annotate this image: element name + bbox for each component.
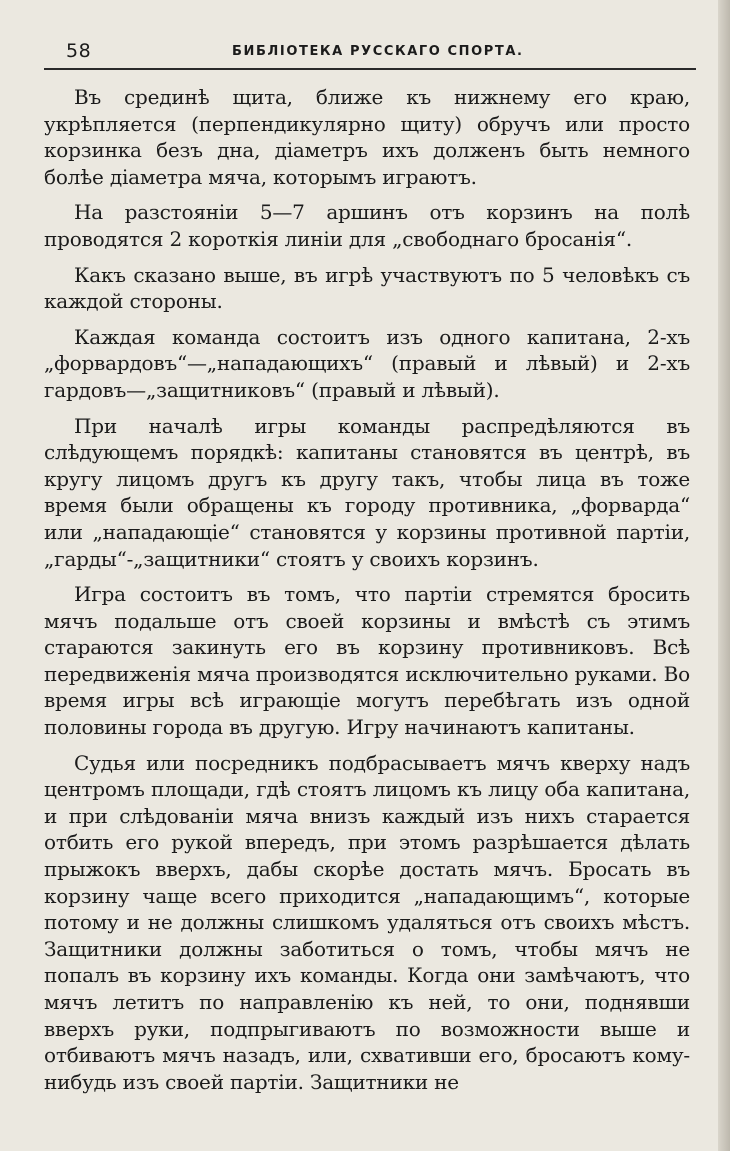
paragraph-6: Игра состоитъ въ томъ, что партiи стремятся бросить мячъ подальше отъ своей корзины и вмѣстѣ съ этимъ стараются закинуть его въ корзину противниковъ. Всѣ передвиженiя мяча производятся исключительно руками. Во время игры всѣ играющiе могутъ перебѣгать изъ одной половины города въ другую. Игру начинаютъ капитаны. (44, 582, 690, 740)
header-rule (44, 68, 696, 70)
page-number: 58 (66, 40, 92, 62)
paragraph-4: Каждая команда состоитъ изъ одного капитана, 2-хъ „форвардовъ“—„нападающихъ“ (правый и лѣвый) и 2-хъ гардовъ—„защитниковъ“ (правый и лѣвый). (44, 324, 690, 402)
page-edge-shadow (718, 0, 730, 1151)
body-text (44, 84, 690, 1104)
paragraph-5: При началѣ игры команды распредѣляются въ слѣдующемъ порядкѣ: капитаны становятся въ центрѣ, въ кругу лицомъ другъ къ другу такъ, чтобы лица въ тоже время были обращены къ городу противника, „форварда“ или „нападающiе“ становятся у корзины противной партiи, „гарды“-„защитники“ стоятъ у своихъ корзинъ. (44, 413, 690, 571)
paragraph-1: Въ срединѣ щита, ближе къ нижнему его краю, укрѣпляется (перпендикулярно щиту) обручъ или просто корзинка безъ дна, дiаметръ ихъ долженъ быть немного болѣе дiаметра мяча, которымъ играютъ. (44, 85, 690, 189)
running-title: БИБЛIОТЕКА РУССКАГО СПОРТА. (232, 44, 524, 59)
paragraph-7: Судья или посредникъ подбрасываетъ мячъ кверху надъ центромъ площади, гдѣ стоятъ лицомъ къ лицу оба капитана, и при слѣдованiи мяча внизъ каждый изъ нихъ старается отбить его рукой впередъ, при этомъ разрѣшается дѣлать прыжокъ вверхъ, дабы скорѣе достать мячъ. Бросать въ корзину чаще всего приходится „нападающимъ“, которые потому и не должны слишкомъ удаляться отъ своихъ мѣстъ. Защитники должны заботиться о томъ, чтобы мячъ не попалъ въ корзину ихъ команды. Когда они замѣчаютъ, что мячъ летитъ по направленiю къ ней, то они, поднявши вверхъ руки, подпрыгиваютъ по возможности выше и отбиваютъ мячъ назадъ, или, схвативши его, бросаютъ кому-нибудь изъ своей партiи. Защитники не (44, 750, 690, 1094)
paragraph-2: На разстоянiи 5—7 аршинъ отъ корзинъ на полѣ проводятся 2 короткiя линiи для „свободнаго бросанiя“. (44, 200, 690, 251)
page-header (44, 38, 696, 66)
paragraph-3: Какъ сказано выше, въ игрѣ участвуютъ по 5 человѣкъ съ каждой стороны. (44, 262, 690, 314)
